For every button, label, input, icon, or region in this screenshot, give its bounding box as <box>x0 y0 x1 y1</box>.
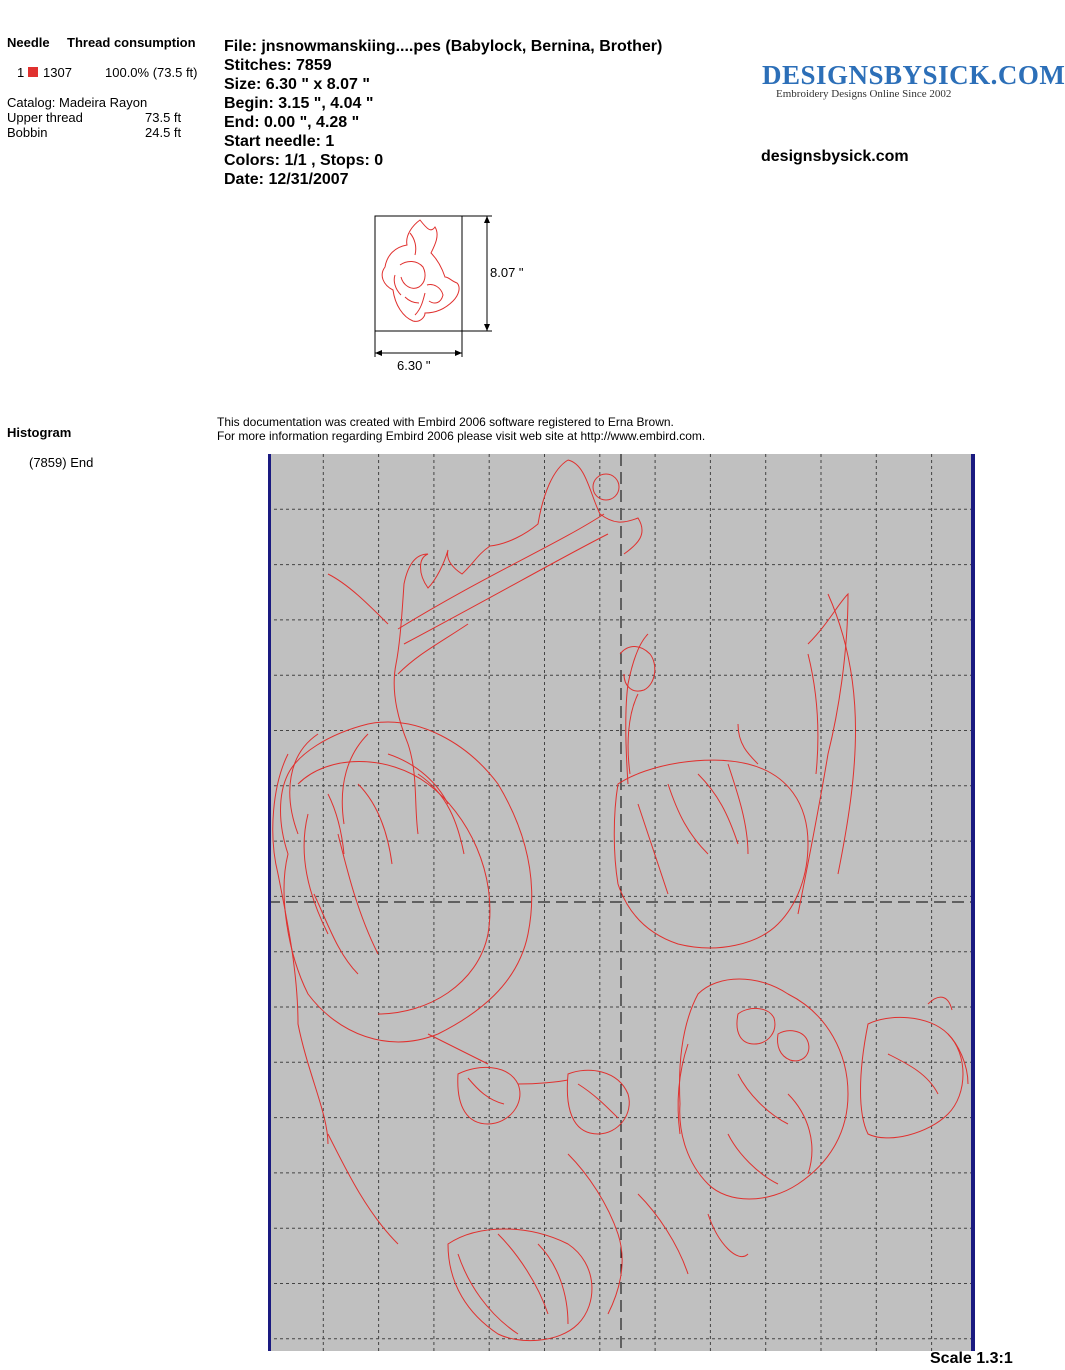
begin-position: Begin: 3.15 ", 4.04 " <box>224 95 374 112</box>
logo-title: DESIGNSBYSICK.COM <box>762 60 1065 90</box>
thread-row-stitches: 1307 <box>43 65 72 80</box>
stitch-count: Stitches: 7859 <box>224 57 332 74</box>
notice-line-2: For more information regarding Embird 2006 please visit web site at http://www.embird.com. <box>217 429 706 443</box>
right-frame-bar <box>971 454 975 1351</box>
file-name: File: jnsnowmanskiing....pes (Babylock, Bernina, Brother) <box>224 38 663 55</box>
end-position: End: 0.00 ", 4.28 " <box>224 114 360 131</box>
company-logo <box>762 60 1065 91</box>
catalog-label: Catalog: Madeira Rayon <box>7 95 148 110</box>
histogram-entry: (7859) End <box>29 455 94 470</box>
design-info <box>224 37 662 189</box>
design-date: Date: 12/31/2007 <box>224 171 349 188</box>
thread-color-swatch <box>28 67 38 77</box>
upper-thread-value: 73.5 ft <box>145 110 182 125</box>
bobbin-label: Bobbin <box>7 125 48 140</box>
scale-label: Scale 1.3:1 <box>930 1350 1013 1367</box>
start-needle: Start needle: 1 <box>224 133 335 150</box>
left-frame-bar <box>268 454 271 1351</box>
thumbnail-height-label: 8.07 " <box>490 265 524 280</box>
thread-consumption-header: Thread consumption <box>67 35 196 50</box>
colors-stops: Colors: 1/1 , Stops: 0 <box>224 152 384 169</box>
stitch-preview <box>268 454 975 1351</box>
upper-thread-label: Upper thread <box>7 110 83 125</box>
needle-header: Needle <box>7 35 50 50</box>
notice-line-1: This documentation was created with Embird 2006 software registered to Erna Brown. <box>217 415 674 429</box>
website-label: designsbysick.com <box>761 148 909 165</box>
thread-row-needle: 1 <box>17 65 25 80</box>
thumbnail-width-label: 6.30 " <box>397 358 431 373</box>
histogram-label: Histogram <box>7 425 72 440</box>
bobbin-value: 24.5 ft <box>145 125 182 140</box>
logo-subtitle: Embroidery Designs Online Since 2002 <box>776 88 952 100</box>
thumbnail-frame <box>375 216 462 331</box>
thread-row-consumption: 100.0% (73.5 ft) <box>105 65 198 80</box>
design-size: Size: 6.30 " x 8.07 " <box>224 76 370 93</box>
thumbnail-preview <box>365 205 545 380</box>
